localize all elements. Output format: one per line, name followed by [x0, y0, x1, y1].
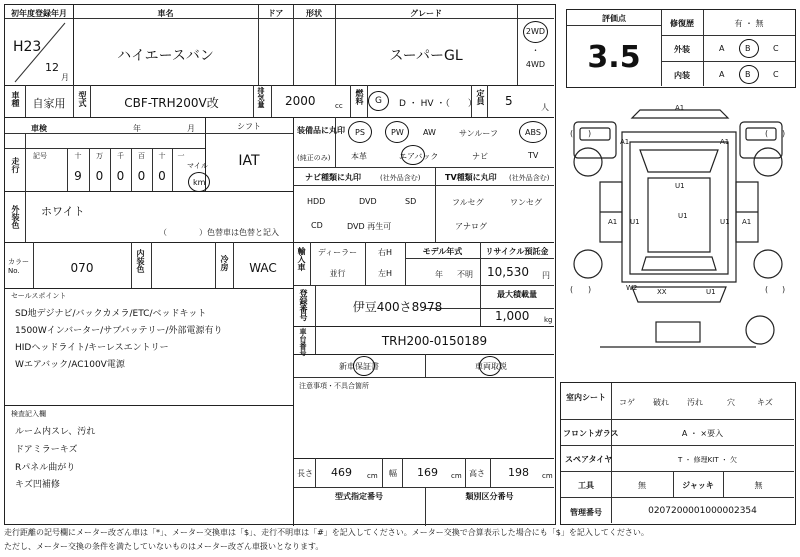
max-load-unit: kg	[544, 316, 553, 324]
equipment-label: 装備品に丸印	[297, 126, 345, 135]
equip-abs: ABS	[525, 128, 541, 137]
tools-value: 無	[638, 481, 646, 490]
svg-text:(: (	[570, 129, 574, 138]
tv-fullseg: フルセグ	[452, 198, 484, 207]
mileage-unit-5: 十	[158, 152, 166, 160]
capacity-label: 定員	[476, 89, 485, 105]
grade: スーパーGL	[389, 48, 463, 64]
color-no-label: カラーNo.	[8, 258, 29, 275]
mileage-unit-3: 千	[117, 152, 124, 160]
import-dealer: ディーラー	[317, 248, 358, 257]
first-reg-month-unit: 月	[61, 73, 69, 82]
displacement-unit: cc	[335, 102, 343, 110]
mark-right-u1: U1	[720, 218, 730, 226]
displacement-label: 排気量	[257, 87, 265, 108]
inspector-line-3: Rパネル曲がり	[15, 463, 76, 473]
equip-abs-circle	[519, 121, 547, 143]
tv-type-note: (社外品含む)	[509, 174, 550, 182]
drive-2wd-circle	[523, 21, 548, 43]
mileage-unit-1: 十	[74, 152, 82, 160]
inspector-line-4: キズ凹補修	[15, 480, 60, 490]
navi-type-label: ナビ種類に丸印	[305, 173, 361, 182]
mileage-unit-2: 万	[96, 152, 103, 160]
equip-navi: ナビ	[472, 152, 488, 161]
warranty-manual-circle	[479, 356, 501, 376]
footer-line-2: ただし、メーター交換の条件を満たしていないものはメーター改ざん車扱いとなります。	[4, 542, 324, 551]
ac-label: 冷房	[220, 255, 229, 271]
drive-dot: ・	[531, 46, 540, 55]
interior-color-label: 内装色	[136, 249, 145, 273]
navi-dvd: DVD	[359, 197, 377, 206]
max-load-label: 最大積載量	[497, 290, 537, 299]
warranty-new-car: 新車保証書	[339, 362, 379, 371]
mark-rear-w2: W2	[626, 284, 638, 292]
mark-roof-u1: U1	[675, 182, 685, 190]
drive-4wd: 4WD	[525, 60, 546, 69]
model-label: 型式	[78, 91, 87, 107]
sales-point-1: SD地デジナビ/バックカメラ/ETC/ベッドキット	[15, 309, 207, 319]
sales-points-label: セールスポイント	[11, 292, 67, 300]
interior-seat-label: 室内シート	[566, 393, 606, 402]
inspector-line-1: ルーム内スレ、汚れ	[15, 427, 96, 437]
seat-scratch: キズ	[757, 398, 773, 407]
fuel-g: G	[375, 96, 382, 106]
first-reg-label: 初年度登録年月	[11, 9, 67, 18]
category-label: 類別区分番号	[465, 492, 514, 501]
svg-text:): )	[782, 129, 786, 138]
ac-value: WAC	[249, 261, 277, 275]
exterior-c: C	[773, 44, 779, 53]
inspector-line-2: ドアミラーキズ	[15, 445, 78, 455]
shift-value: IAT	[238, 153, 260, 169]
length-label: 長さ	[297, 469, 313, 478]
width-label: 幅	[389, 469, 397, 478]
model-year-label: モデル年式	[422, 247, 463, 256]
km-circle	[188, 172, 210, 192]
navi-sd: SD	[405, 197, 417, 206]
front-glass-value: A ・ ×要入	[681, 429, 724, 438]
warranty-new-car-circle	[353, 356, 375, 376]
max-load-value: 1,000	[495, 309, 530, 323]
mileage-unit-6: 一	[177, 152, 185, 160]
grade-label: グレード	[410, 9, 442, 18]
interior-label: 内装	[674, 71, 690, 80]
equip-airbag-circle	[401, 145, 425, 165]
import-left: 左H	[377, 269, 392, 278]
inspection-label: 車検	[31, 124, 47, 133]
spare-tire-value: T ・ 修理KIT ・ 欠	[677, 456, 738, 464]
car-damage-diagram	[560, 92, 796, 382]
mileage-digit-1: 9	[74, 169, 82, 183]
registration-label: 登録番号	[299, 289, 308, 321]
usage: 自家用	[32, 97, 66, 110]
seat-dirt: 汚れ	[687, 398, 703, 407]
navi-dvd-play: DVD 再生可	[347, 222, 392, 231]
spare-tire-label: スペアタイヤ	[565, 455, 613, 464]
svg-text:): )	[782, 285, 786, 294]
inspection-year: 年	[133, 124, 141, 133]
score-box	[566, 9, 796, 88]
mile-label: マイル	[187, 162, 208, 170]
import-right: 右H	[377, 248, 392, 257]
color-no-value: 070	[70, 261, 94, 275]
height-value: 198	[508, 466, 529, 479]
exterior-b-circle	[739, 39, 759, 58]
svg-text:(: (	[570, 285, 574, 294]
tv-analog: アナログ	[455, 222, 487, 231]
svg-text:): )	[588, 129, 592, 138]
model-year-year: 年	[435, 270, 443, 279]
first-reg-month: 12	[45, 61, 59, 74]
equip-pw: PW	[391, 128, 404, 137]
front-glass-label: フロントガラス	[563, 429, 619, 438]
car-name-label: 車名	[157, 9, 174, 18]
interior-a: A	[719, 70, 725, 79]
capacity: 5	[505, 94, 513, 108]
mileage-digit-3: 0	[116, 169, 125, 183]
model-year-value: 不明	[457, 270, 473, 279]
tools-label: 工具	[578, 481, 594, 490]
navi-cd: CD	[311, 221, 323, 230]
repair-options: 有 ・ 無	[734, 19, 764, 28]
interior-b-circle	[739, 65, 759, 84]
recycle-value: 10,530	[487, 265, 529, 279]
mark-rear-u1: U1	[706, 288, 716, 296]
exterior-a: A	[719, 44, 725, 53]
height-label: 高さ	[469, 469, 485, 478]
mileage-digit-2: 0	[95, 169, 104, 183]
mark-front-a1: A1	[620, 138, 630, 146]
capacity-unit: 人	[541, 103, 549, 112]
navi-hdd: HDD	[307, 197, 326, 206]
condition-table	[560, 382, 796, 525]
seat-hole: 穴	[727, 398, 735, 407]
drive-2wd: 2WD	[525, 27, 546, 36]
equipment-sublabel: (純正のみ)	[297, 154, 331, 162]
mark-roof-a1: A1	[675, 104, 685, 112]
fuel-rest: D ・ HV ・（ ）	[399, 99, 477, 109]
km-label: km	[193, 178, 206, 187]
notes-label: 注意事項・不具合箇所	[299, 382, 369, 390]
equip-sunroof: サンルーフ	[459, 129, 498, 138]
mark-left-a1: A1	[608, 218, 618, 226]
equip-ps: PS	[355, 128, 365, 137]
equip-airbag: エアバック	[399, 152, 439, 161]
auction-sheet	[4, 4, 556, 525]
width-value: 169	[417, 466, 438, 479]
shape-label: 形状	[306, 9, 322, 18]
interior-b: B	[745, 70, 751, 79]
inspection-month: 月	[187, 124, 195, 133]
mileage-mark-label: 記号	[33, 152, 47, 160]
svg-text:): )	[588, 285, 592, 294]
recycle-label: リサイクル預託金	[485, 247, 549, 256]
mileage-label: 走行	[11, 157, 20, 173]
footer-notes	[4, 526, 796, 554]
interior-c: C	[773, 70, 779, 79]
equip-aw: AW	[423, 128, 436, 137]
door-label: ドア	[267, 9, 284, 18]
mark-rear-xx: XX	[657, 288, 667, 296]
car-name: ハイエースバン	[117, 48, 214, 64]
mileage-digit-4: 0	[137, 169, 146, 183]
jack-value: 無	[754, 481, 763, 490]
svg-text:(: (	[765, 285, 769, 294]
height-unit: cm	[542, 472, 553, 480]
import-parallel: 並行	[329, 269, 346, 278]
tv-oneseg: ワンセグ	[510, 198, 542, 207]
inspector-label: 検査記入欄	[11, 410, 46, 418]
recycle-unit: 円	[542, 271, 550, 280]
equip-tv: TV	[528, 151, 539, 160]
mileage-unit-4: 百	[138, 152, 145, 160]
sales-point-4: Wエアバック/AC100V電源	[15, 360, 125, 370]
equip-ps-circle	[348, 121, 372, 143]
equip-leather: 本革	[351, 152, 367, 161]
mark-center-u1: U1	[678, 212, 688, 220]
import-label: 輸入車	[297, 247, 306, 271]
mileage-digit-5: 0	[158, 169, 166, 183]
color-note: （ ）色替車は色替と記入	[159, 228, 279, 237]
model: CBF-TRH200V改	[124, 96, 219, 110]
length-unit: cm	[367, 472, 378, 480]
displacement: 2000	[285, 94, 316, 108]
usage-label: 車種	[11, 91, 20, 107]
tv-type-label: TV種類に丸印	[445, 173, 497, 182]
equip-pw-circle	[385, 121, 409, 143]
footer-line-1: 走行距離の記号欄にメーター改ざん車は「*」、メーター交換車は「$」、走行不明車は「#」を記入してください。メーター交換で合算表示した場合にも「$」を記入してください。	[4, 528, 649, 537]
color-value: ホワイト	[41, 205, 85, 218]
shift-label: シフト	[237, 122, 261, 131]
jack-label: ジャッキ	[682, 481, 714, 490]
exterior-label: 外装	[674, 45, 690, 54]
repair-label: 修復歴	[670, 19, 694, 28]
fuel-label: 燃料	[355, 89, 364, 105]
control-number-value: 0207200001000002354	[648, 506, 757, 516]
color-label: 外装色	[11, 205, 20, 229]
sales-point-2: 1500Wインバーター/サブバッテリー/外部電源有り	[15, 326, 223, 336]
seat-tear: 破れ	[653, 398, 669, 407]
exterior-b: B	[745, 44, 751, 53]
mark-right-a1: A1	[742, 218, 752, 226]
first-reg-era: H23	[13, 39, 42, 55]
fuel-g-circle	[368, 91, 389, 111]
control-number-label: 管理番号	[570, 508, 602, 517]
seat-burn: コゲ	[619, 398, 635, 407]
score-value: 3.5	[587, 40, 641, 75]
score-label: 評価点	[602, 14, 626, 23]
sales-point-3: HIDヘッドライト/キーレスエントリー	[15, 343, 169, 353]
width-unit: cm	[451, 472, 462, 480]
chassis-label: 車台番号	[299, 328, 307, 356]
type-designation-label: 型式指定番号	[335, 492, 383, 501]
inspection-panel	[560, 4, 796, 525]
mark-left-u1: U1	[630, 218, 640, 226]
navi-type-note: (社外品含む)	[380, 174, 421, 182]
mark-rear-a1: A1	[720, 138, 730, 146]
svg-text:(: (	[765, 129, 769, 138]
registration-value: 伊豆400さ8978	[352, 300, 443, 314]
chassis-value: TRH200-0150189	[381, 334, 488, 348]
length-value: 469	[331, 466, 352, 479]
warranty-manual: 車両取説	[475, 362, 507, 371]
